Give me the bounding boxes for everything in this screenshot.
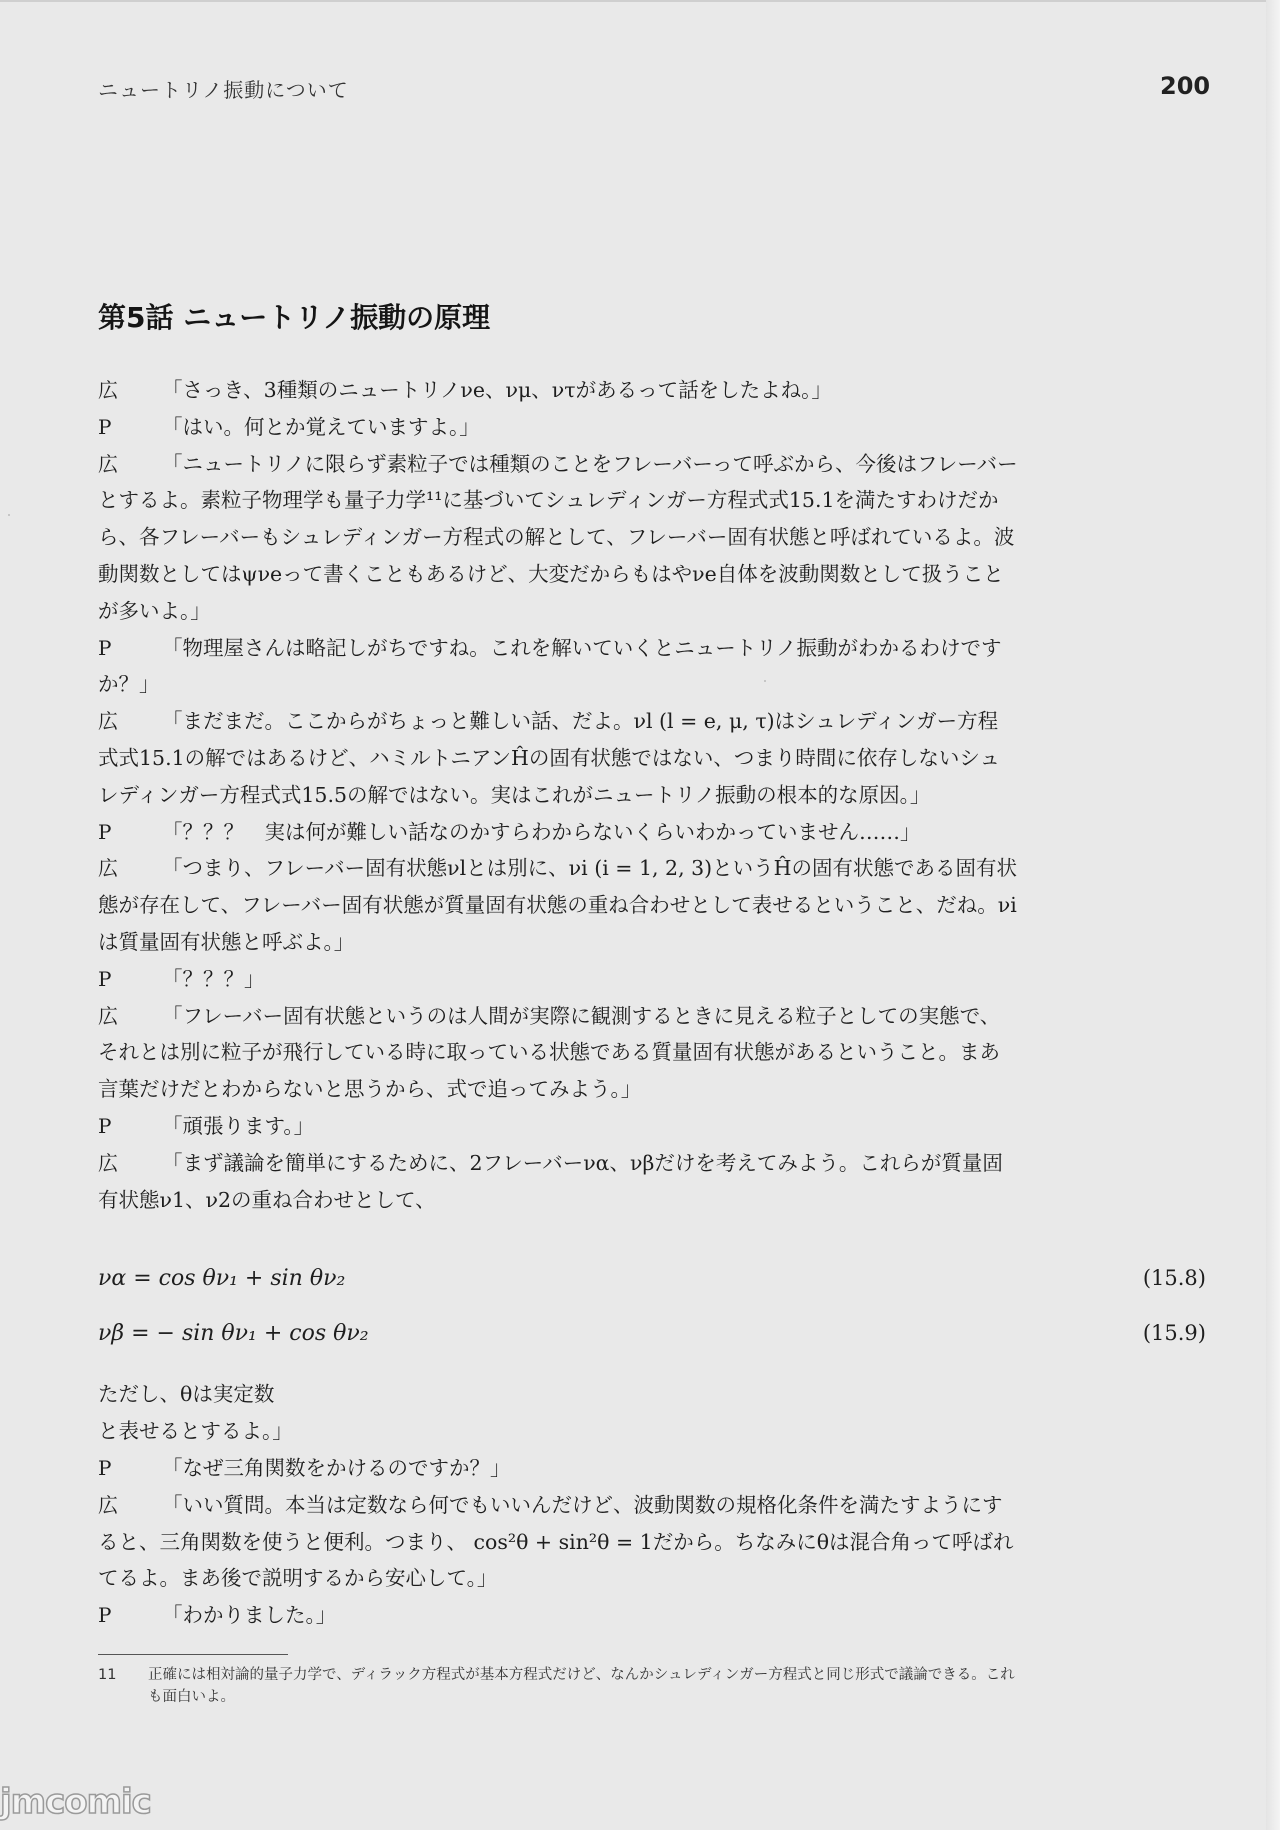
footnote-rule <box>98 1654 288 1655</box>
speech-text: 「頑張ります。」 <box>162 1113 315 1138</box>
dialogue-line <box>98 1487 1018 1597</box>
speech-text: 「フレーバー固有状態というのは人間が実際に観測するときに見える粒子としての実態で、それとは別に粒子が飛行している時に取っている状態である質量固有状態があるということ。まあ言葉だけだとわからないと思うから、式で追ってみよう。」 <box>98 1003 1001 1102</box>
dialogue-line <box>98 998 1018 1108</box>
dialogue-line <box>98 814 1018 851</box>
speech-text: 「なぜ三角関数をかけるのですか？」 <box>162 1456 511 1480</box>
dialogue-block-2 <box>98 1450 1018 1634</box>
dialogue-line <box>98 850 1018 960</box>
running-header: ニュートリノ振動について <box>98 78 349 102</box>
watermark-logo: jmcomic <box>0 1782 151 1822</box>
equation-number: (15.9) <box>1142 1321 1206 1345</box>
equation-followup <box>98 1376 1018 1450</box>
dialogue-line <box>98 703 1018 813</box>
speaker-label: P <box>98 1603 112 1628</box>
speech-text: 「まず議論を簡単にするために、2フレーバーνα、νβだけを考えてみよう。これらが質量固有状態ν1、ν2の重ね合わせとして、 <box>98 1150 1003 1212</box>
followup-line: と表せるとするよ。」 <box>98 1418 293 1443</box>
dialogue-block <box>98 372 1018 1218</box>
speech-text: 「つまり、フレーバー固有状態νlとは別に、νi (i = 1, 2, 3)というĤの固有状態である固有状態が存在して、フレーバー固有状態が質量固有状態の重ね合わせとして表せるということ、だね。νiは質量固有状態と呼ぶよ。」 <box>98 856 1018 954</box>
footnote <box>98 1664 1018 1708</box>
speaker-label: P <box>98 1456 112 1480</box>
speaker-label: 広 <box>98 1150 118 1175</box>
margin-speck <box>8 514 10 516</box>
speech-text: 「？？？ 実は何が難しい話なのかすらわからないくらいわかっていません……」 <box>162 819 921 844</box>
speaker-label: P <box>98 966 112 991</box>
dialogue-line <box>98 446 1018 630</box>
equation-formula: νβ = − sin θν₁ + cos θν₂ <box>98 1321 369 1346</box>
speaker-label: 広 <box>98 378 118 402</box>
followup-line: ただし、θは実定数 <box>98 1382 275 1406</box>
dialogue-line <box>98 1108 1018 1145</box>
equation-number: (15.8) <box>1142 1266 1206 1290</box>
speech-text: 「はい。何とか覚えていますよ。」 <box>162 414 480 439</box>
page-number: 200 <box>1160 72 1211 100</box>
chapter-title: 第5話 ニュートリノ振動の原理 <box>98 301 491 334</box>
speech-text: 「？？？」 <box>162 966 265 991</box>
speech-text: 「ニュートリノに限らず素粒子では種類のことをフレーバーって呼ぶから、今後はフレーバーとするよ。素粒子物理学も量子力学¹¹に基づいてシュレディンガー方程式式15.1を満たすわけだから、各フレーバーもシュレディンガー方程式の解として、フレーバー固有状態と呼ばれているよ。波動関数としてはψνeって書くこともあるけど、大変だからもはやνe自体を波動関数として扱うことが多いよ。」 <box>98 451 1018 623</box>
speaker-label: 広 <box>98 1003 118 1028</box>
equation-15-8 <box>98 1266 1206 1291</box>
top-edge-rule <box>0 0 1268 2</box>
dialogue-line <box>98 372 1018 409</box>
speech-text: 「わかりました。」 <box>162 1603 337 1628</box>
dialogue-line <box>98 409 1018 446</box>
speaker-label: P <box>98 635 112 660</box>
speech-text: 「いい質問。本当は定数なら何でもいいんだけど、波動関数の規格化条件を満たすようにすると、三角関数を使うと便利。つまり、 cos²θ + sin²θ = 1だから。ちなみにθは混合角って呼ばれてるよ。まあ後で説明するから安心して。」 <box>98 1492 1014 1591</box>
equation-15-9 <box>98 1321 1206 1346</box>
equation-formula: να = cos θν₁ + sin θν₂ <box>98 1266 346 1291</box>
speaker-label: 広 <box>98 856 118 881</box>
speaker-label: P <box>98 819 112 844</box>
dialogue-line <box>98 630 1018 704</box>
margin-speck <box>764 680 766 682</box>
footnote-text: 正確には相対論的量子力学で、ディラック方程式が基本方程式だけど、なんかシュレディンガー方程式と同じ形式で議論できる。これも面白いよ。 <box>148 1667 1015 1705</box>
speaker-label: P <box>98 1113 112 1138</box>
speaker-label: P <box>98 414 112 439</box>
dialogue-line <box>98 1597 1018 1634</box>
footnote-number: 11 <box>98 1667 117 1683</box>
speaker-label: 広 <box>98 1492 118 1517</box>
speech-text: 「物理屋さんは略記しがちですね。これを解いていくとニュートリノ振動がわかるわけですか？」 <box>98 635 1002 697</box>
dialogue-line <box>98 1450 1018 1487</box>
speaker-label: 広 <box>98 451 118 476</box>
dialogue-line <box>98 961 1018 998</box>
speaker-label: 広 <box>98 709 118 734</box>
speech-text: 「さっき、3種類のニュートリノνe、νμ、ντがあるって話をしたよね。」 <box>162 378 832 402</box>
page-edge-shadow <box>1266 0 1280 1830</box>
speech-text: 「まだまだ。ここからがちょっと難しい話、だよ。νl (l = e, μ, τ)はシュレディンガー方程式式15.1の解ではあるけど、ハミルトニアンĤの固有状態ではない、つまり時間に依存しないシュレディンガー方程式式15.5の解ではない。実はこれがニュートリノ振動の根本的な原因。」 <box>98 709 1000 807</box>
dialogue-line <box>98 1145 1018 1219</box>
